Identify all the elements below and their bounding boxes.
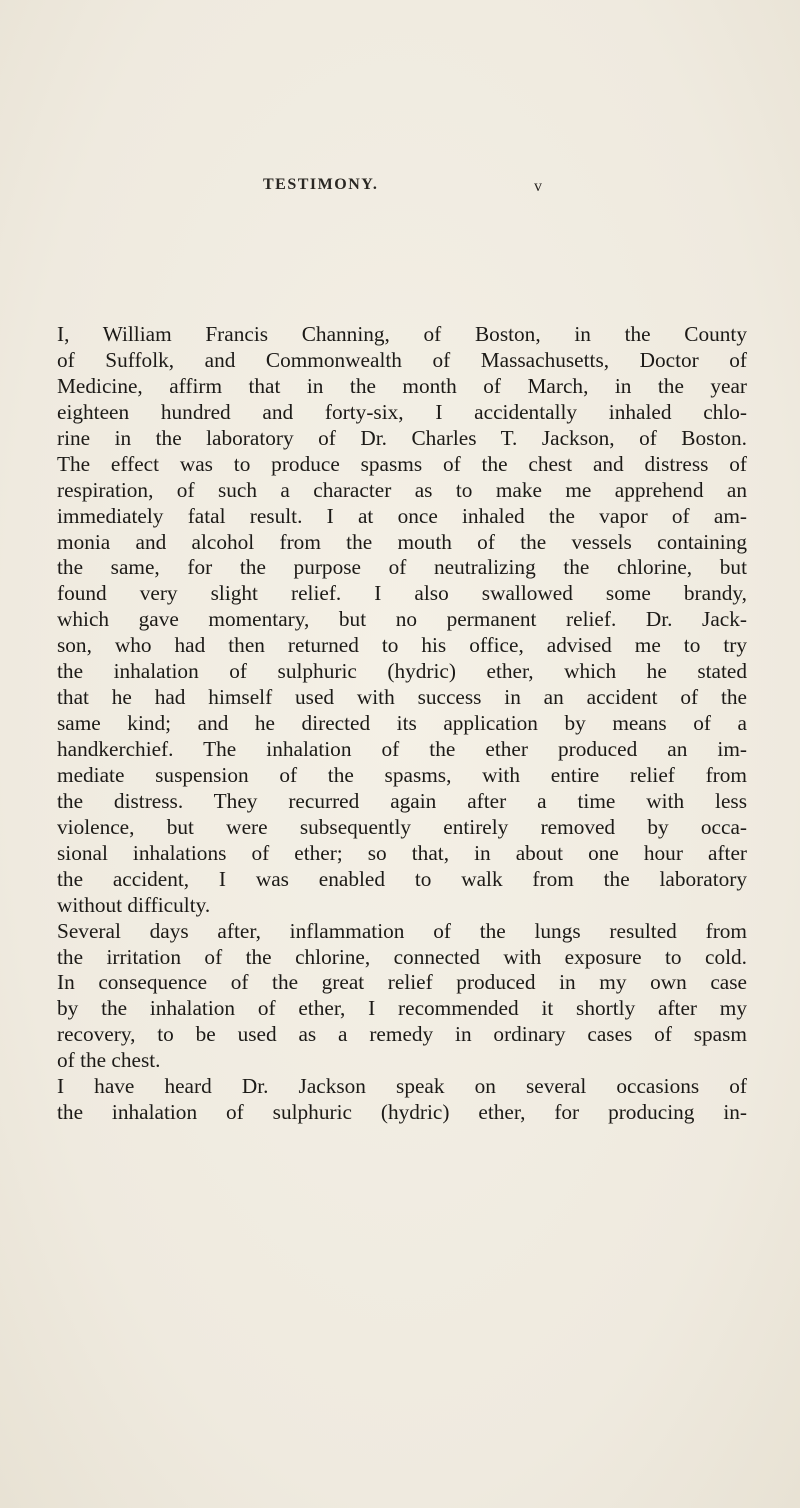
text-line: found very slight relief. I also swallowed some brandy, [57,581,747,606]
running-title: TESTIMONY. [263,176,379,193]
text-line: recovery, to be used as a remedy in ordinary cases of spasm [57,1022,747,1047]
testimony-text [57,322,747,1126]
text-line: Medicine, affirm that in the month of March, in the year [57,373,747,398]
text-line: Several days after, inflammation of the lungs resulted from [57,918,747,943]
text-line: sional inhalations of ether; so that, in about one hour after [57,840,747,865]
text-line: of the chest. [57,1048,161,1073]
text-line: the inhalation of sulphuric (hydric) ether, which he stated [57,659,747,684]
running-head [0,176,800,200]
text-line: violence, but were subsequently entirely removed by occa- [57,814,747,839]
text-line: the same, for the purpose of neutralizing the chlorine, but [57,555,747,580]
text-line: handkerchief. The inhalation of the ether produced an im- [57,737,747,761]
text-line: monia and alcohol from the mouth of the vessels containing [57,529,747,554]
text-line: I, William Francis Channing, of Boston, in the County [57,322,747,346]
text-line: by the inhalation of ether, I recommended it shortly after my [57,996,747,1021]
text-line: of Suffolk, and Commonwealth of Massachusetts, Doctor of [57,347,747,372]
text-line: the inhalation of sulphuric (hydric) ether, for producing in- [57,1100,747,1125]
text-line: same kind; and he directed its application by means of a [57,711,747,736]
text-line: the irritation of the chlorine, connected with exposure to cold. [57,944,747,969]
text-line: respiration, of such a character as to make me apprehend an [57,477,747,502]
text-line: that he had himself used with success in an accident of the [57,685,747,710]
text-line: In consequence of the great relief produced in my own case [57,970,747,995]
text-line: rine in the laboratory of Dr. Charles T. Jackson, of Boston. [57,425,747,450]
text-line: immediately fatal result. I at once inhaled the vapor of am- [57,503,747,528]
text-line: mediate suspension of the spasms, with entire relief from [57,762,747,787]
text-line: the distress. They recurred again after a time with less [57,788,747,813]
text-line: without difficulty. [57,892,211,917]
text-line: son, who had then returned to his office, advised me to try [57,633,747,658]
page-number: v [534,178,542,195]
text-line: eighteen hundred and forty-six, I accidentally inhaled chlo- [57,399,747,424]
text-line: which gave momentary, but no permanent relief. Dr. Jack- [57,607,747,632]
text-line: the accident, I was enabled to walk from the laboratory [57,866,747,891]
text-line: I have heard Dr. Jackson speak on several occasions of [57,1074,747,1099]
text-line: The effect was to produce spasms of the chest and distress of [57,451,747,476]
